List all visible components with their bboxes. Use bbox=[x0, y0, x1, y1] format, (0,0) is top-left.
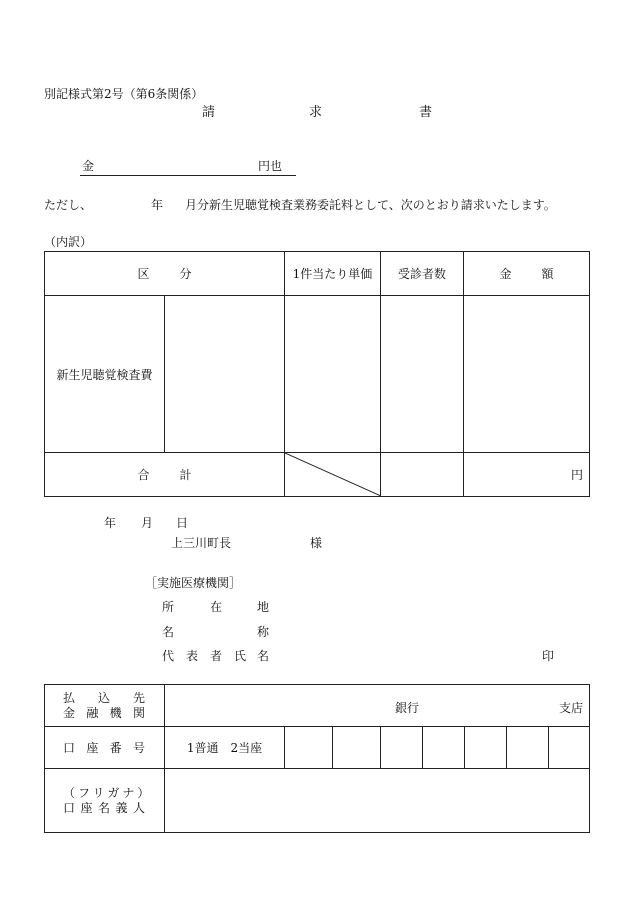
header-unit-price: 1件当たり単価 bbox=[285, 252, 381, 296]
address-label-1: 所 bbox=[162, 600, 175, 614]
header-amount-2: 額 bbox=[541, 267, 554, 281]
address-label-2: 在 bbox=[210, 600, 223, 614]
account-label-3: 番 bbox=[109, 741, 122, 755]
addressee-name: 上三川町長 bbox=[171, 536, 232, 550]
account-digit-3[interactable] bbox=[381, 727, 423, 769]
bank-label-1b: 込 bbox=[97, 690, 110, 705]
total-patients-cell[interactable] bbox=[381, 453, 464, 497]
total-unit: 円 bbox=[570, 468, 583, 482]
total-amount-cell[interactable] bbox=[464, 453, 590, 497]
account-digit-7[interactable] bbox=[549, 727, 590, 769]
rep-label-3: 者 bbox=[210, 649, 223, 663]
intro-text: 月分新生児聴覚検査業務委託料として、次のとおり請求いたします。 bbox=[185, 198, 556, 212]
bank-label-1c: 先 bbox=[132, 690, 145, 705]
account-digit-1[interactable] bbox=[285, 727, 333, 769]
row-unit-price-cell[interactable] bbox=[285, 296, 381, 453]
account-label-1: 口 bbox=[63, 741, 76, 755]
rep-label-5: 名 bbox=[257, 649, 270, 663]
holder-row bbox=[45, 769, 590, 833]
title-char-2: 求 bbox=[309, 105, 323, 120]
bank-suffix: 銀行 bbox=[395, 701, 420, 715]
diagonal-slash bbox=[285, 453, 381, 496]
total-label bbox=[45, 453, 285, 497]
account-label-4: 号 bbox=[132, 741, 145, 755]
header-patients: 受診者数 bbox=[381, 252, 464, 296]
header-category-2: 分 bbox=[179, 267, 192, 281]
holder-label-1: 口 bbox=[63, 800, 76, 815]
institution-heading: ［実施医療機関］ bbox=[145, 576, 242, 590]
account-digit-4[interactable] bbox=[423, 727, 465, 769]
account-digit-5[interactable] bbox=[465, 727, 507, 769]
bank-label-1a: 払 bbox=[63, 690, 76, 705]
header-amount-1: 金 bbox=[499, 267, 512, 281]
bank-label-2d: 関 bbox=[132, 705, 145, 720]
name-label-2: 称 bbox=[257, 625, 270, 639]
account-label-cell bbox=[45, 727, 165, 769]
date-year: 年 bbox=[104, 516, 117, 530]
table-total-row bbox=[45, 453, 590, 497]
name-label-1: 名 bbox=[162, 625, 175, 639]
amount-underline bbox=[80, 175, 296, 176]
bank-label-2a: 金 bbox=[63, 705, 76, 720]
holder-label-5: 人 bbox=[132, 800, 145, 815]
rep-label-1: 代 bbox=[162, 649, 175, 663]
row-detail-cell[interactable] bbox=[165, 296, 285, 453]
table-row bbox=[45, 296, 590, 453]
account-label-2: 座 bbox=[86, 741, 99, 755]
row-patients-cell[interactable] bbox=[381, 296, 464, 453]
bank-label-2b: 融 bbox=[86, 705, 99, 720]
account-digit-6[interactable] bbox=[507, 727, 549, 769]
address-label-3: 地 bbox=[257, 600, 270, 614]
form-label: 別記様式第2号（第6条関係） bbox=[44, 87, 204, 101]
title-char-1: 請 bbox=[202, 105, 216, 120]
row-amount-cell[interactable] bbox=[464, 296, 590, 453]
branch-suffix: 支店 bbox=[558, 701, 583, 715]
addressee-honorific: 様 bbox=[310, 536, 323, 550]
holder-label-cell bbox=[45, 769, 165, 833]
total-slash-cell bbox=[285, 453, 381, 497]
account-row bbox=[45, 727, 590, 769]
title-char-3: 書 bbox=[419, 105, 433, 120]
bank-label-cell bbox=[45, 685, 165, 727]
row-label: 新生児聴覚検査費 bbox=[45, 296, 165, 453]
amount-suffix: 円也 bbox=[258, 159, 283, 173]
total-label-2: 計 bbox=[179, 468, 192, 482]
total-label-1: 合 bbox=[137, 468, 150, 482]
holder-label-4: 義 bbox=[115, 800, 128, 815]
account-digit-2[interactable] bbox=[333, 727, 381, 769]
breakdown-caption: （内訳） bbox=[44, 235, 93, 249]
seal-mark: 印 bbox=[542, 649, 555, 663]
date-month: 月 bbox=[141, 516, 154, 530]
rep-label-2: 表 bbox=[186, 649, 199, 663]
intro-lead: ただし、 bbox=[44, 198, 93, 212]
bank-name-cell[interactable] bbox=[165, 685, 590, 727]
bank-row bbox=[45, 685, 590, 727]
breakdown-table bbox=[44, 251, 590, 497]
bank-table bbox=[44, 684, 590, 833]
holder-label-2: 座 bbox=[80, 800, 93, 815]
table-header-row bbox=[45, 252, 590, 296]
header-category bbox=[45, 252, 285, 296]
bank-label-2c: 機 bbox=[109, 705, 122, 720]
date-day: 日 bbox=[176, 516, 189, 530]
rep-label-4: 氏 bbox=[234, 649, 247, 663]
header-amount bbox=[464, 252, 590, 296]
holder-name-cell[interactable] bbox=[165, 769, 590, 833]
account-type[interactable]: 1普通 2当座 bbox=[165, 727, 285, 769]
holder-label-furigana: （フリガナ） bbox=[63, 785, 153, 800]
header-category-1: 区 bbox=[137, 267, 150, 281]
amount-prefix: 金 bbox=[82, 159, 95, 173]
holder-label-3: 名 bbox=[97, 800, 110, 815]
intro-year: 年 bbox=[151, 198, 164, 212]
